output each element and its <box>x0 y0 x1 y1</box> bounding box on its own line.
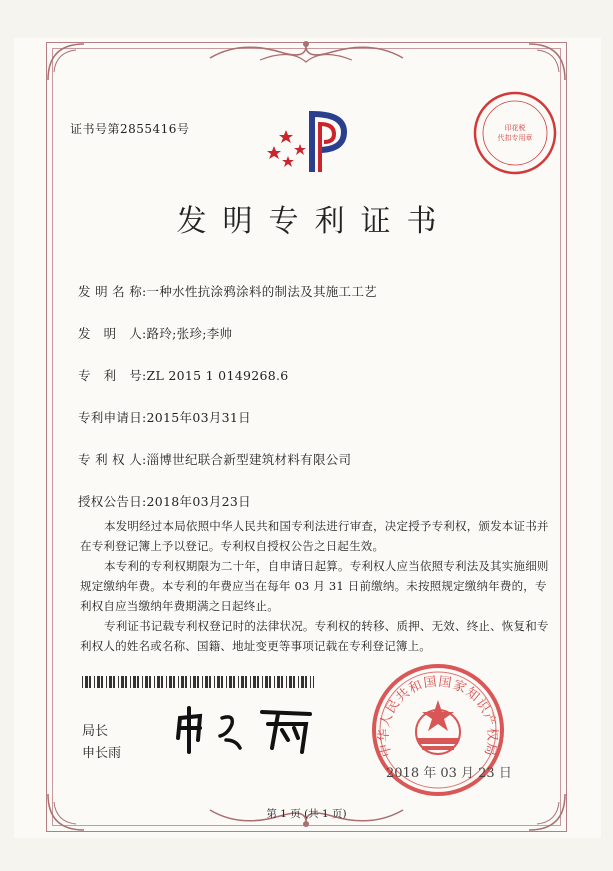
field-invention-name <box>78 282 377 300</box>
field-value: 2015年03月31日 <box>146 410 251 425</box>
certificate-number: 证书号第2855416号 <box>70 122 190 136</box>
field-label: 专 利 号: <box>78 368 147 383</box>
corner-ornament-tr <box>527 42 567 82</box>
director-signature <box>170 700 330 760</box>
corner-ornament-tl <box>46 42 86 82</box>
field-value: 2018年03月23日 <box>146 494 251 509</box>
top-ornament <box>200 38 413 68</box>
field-value: ZL 2015 1 0149268.6 <box>146 368 289 383</box>
field-patentee <box>78 450 351 468</box>
svg-text:代扣专用章: 代扣专用章 <box>497 134 533 142</box>
page-footer: 第 1 页 (共 1 页) <box>266 808 347 820</box>
seal-date: 2018 年 03 月 23 日 <box>386 766 512 781</box>
barcode <box>82 676 314 688</box>
field-grant-date <box>78 492 251 510</box>
director-title: 局长 <box>82 724 109 739</box>
field-label: 专利申请日: <box>78 410 147 425</box>
body-paragraph: 本发明经过本局依照中华人民共和国专利法进行审查，决定授予专利权，颁发本证书并在专利登记簿上予以登记。专利权自授权公告之日起生效。 <box>80 519 549 553</box>
field-value: 路玲;张珍;李帅 <box>146 326 233 341</box>
certificate-title: 发明专利证书 <box>176 204 453 239</box>
svg-text:印花税: 印花税 <box>504 124 526 132</box>
director-name: 申长雨 <box>82 746 122 761</box>
field-label: 发 明 名 称: <box>78 284 147 299</box>
field-patent-number <box>78 366 288 384</box>
seal-text: 中华人民共和国国家知识产权局 <box>376 674 500 759</box>
field-filing-date <box>78 408 251 426</box>
field-inventors <box>78 324 232 342</box>
field-label: 专 利 权 人: <box>78 452 147 467</box>
field-label: 发 明 人: <box>78 326 147 341</box>
field-value: 一种水性抗涂鸦涂料的制法及其施工工艺 <box>146 284 377 299</box>
field-value: 淄博世纪联合新型建筑材料有限公司 <box>146 452 352 467</box>
agency-stamp <box>470 88 560 178</box>
body-paragraph: 本专利的专利权期限为二十年，自申请日起算。专利权人应当依照专利法及其实施细则规定缴纳年费。本专利的年费应当在每年 03 月 31 日前缴纳。未按照规定缴纳年费的，专利权自应当缴纳年费期满之日起终止。 <box>80 559 549 613</box>
certificate-body <box>80 516 550 656</box>
body-paragraph: 专利证书记载专利权登记时的法律状况。专利权的转移、质押、无效、终止、恢复和专利权人的姓名或名称、国籍、地址变更等事项记载在专利登记簿上。 <box>80 619 549 653</box>
patent-office-emblem <box>262 100 362 180</box>
field-label: 授权公告日: <box>78 494 147 509</box>
